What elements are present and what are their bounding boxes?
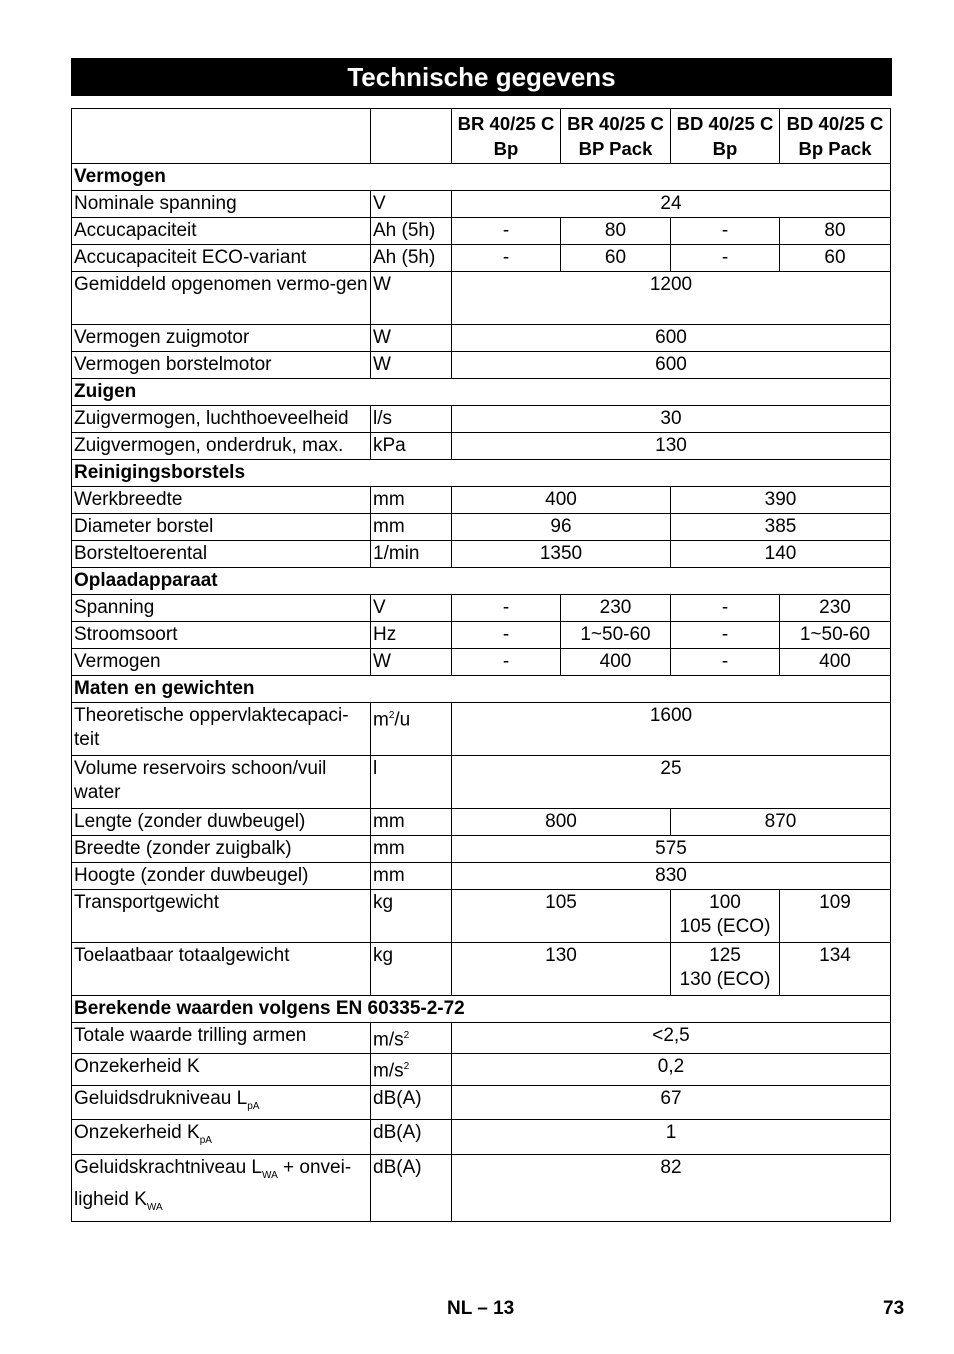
header-unit-empty	[371, 109, 452, 164]
table-row	[72, 1155, 891, 1222]
row-value: 140	[671, 541, 891, 568]
row-label: Stroomsoort	[72, 622, 371, 649]
section-heading: Berekende waarden volgens EN 60335-2-72	[72, 996, 891, 1023]
row-value: 1600	[452, 703, 891, 756]
row-value: 400	[561, 649, 671, 676]
table-row	[72, 809, 891, 836]
row-value: 400	[452, 487, 671, 514]
table-row	[72, 272, 891, 325]
table-row	[72, 487, 891, 514]
table-row	[72, 218, 891, 245]
row-unit: dB(A)	[371, 1120, 452, 1155]
footer-page-number: 73	[883, 1298, 905, 1319]
row-label: Toelaatbaar totaalgewicht	[72, 943, 371, 996]
row-label: Vermogen	[72, 649, 371, 676]
row-label: Lengte (zonder duwbeugel)	[72, 809, 371, 836]
row-value: -	[671, 218, 780, 245]
column-header: BR 40/25 C BP Pack	[561, 109, 671, 164]
row-unit: W	[371, 649, 452, 676]
table-row	[72, 352, 891, 379]
row-value: -	[452, 218, 561, 245]
row-value: 60	[561, 245, 671, 272]
table-row	[72, 622, 891, 649]
table-row	[72, 1054, 891, 1085]
row-value: 80	[780, 218, 891, 245]
row-value: 1200	[452, 272, 891, 325]
row-unit: W	[371, 272, 452, 325]
row-value: 80	[561, 218, 671, 245]
specs-table	[71, 108, 891, 1222]
column-header: BD 40/25 C Bp Pack	[780, 109, 891, 164]
row-unit: l/s	[371, 406, 452, 433]
row-label: Totale waarde trilling armen	[72, 1023, 371, 1054]
table-row	[72, 406, 891, 433]
table-row	[72, 836, 891, 863]
row-unit: kg	[371, 890, 452, 943]
row-label: Geluidsdrukniveau $L_{pA}$	[72, 1085, 371, 1120]
section-heading: Vermogen	[72, 164, 891, 191]
row-label: Onzekerheid $K_{pA}$	[72, 1120, 371, 1155]
row-unit: kg	[371, 943, 452, 996]
row-value: 230	[780, 595, 891, 622]
row-value: 1~50-60	[780, 622, 891, 649]
row-label: Zuigvermogen, luchthoeveelheid	[72, 406, 371, 433]
table-row	[72, 245, 891, 272]
row-value: 400	[780, 649, 891, 676]
row-label: Gemiddeld opgenomen vermo-gen	[72, 272, 371, 325]
row-value: 96	[452, 514, 671, 541]
table-row	[72, 863, 891, 890]
row-value: -	[671, 245, 780, 272]
row-label: Spanning	[72, 595, 371, 622]
row-label: Vermogen borstelmotor	[72, 352, 371, 379]
row-value: -	[452, 622, 561, 649]
row-label: Accucapaciteit ECO-variant	[72, 245, 371, 272]
row-label: Transportgewicht	[72, 890, 371, 943]
row-unit: mm	[371, 863, 452, 890]
row-value: 0,2	[452, 1054, 891, 1085]
footer-page-label: NL – 13	[447, 1298, 515, 1319]
table-row	[72, 649, 891, 676]
table-row	[72, 890, 891, 943]
section-heading: Reinigingsborstels	[72, 460, 891, 487]
row-label: Hoogte (zonder duwbeugel)	[72, 863, 371, 890]
header-row	[72, 109, 891, 164]
table-row	[72, 703, 891, 756]
row-unit: W	[371, 352, 452, 379]
row-unit: mm	[371, 836, 452, 863]
row-label: Accucapaciteit	[72, 218, 371, 245]
row-unit: $m/s^2$	[371, 1023, 452, 1054]
row-value: 134	[780, 943, 891, 996]
row-unit: dB(A)	[371, 1155, 452, 1222]
row-label: Diameter borstel	[72, 514, 371, 541]
row-value: 130	[452, 943, 671, 996]
row-value: 105	[452, 890, 671, 943]
row-unit: V	[371, 595, 452, 622]
row-value: -	[452, 245, 561, 272]
row-unit: mm	[371, 514, 452, 541]
header-empty	[72, 109, 371, 164]
column-header: BD 40/25 C Bp	[671, 109, 780, 164]
row-value: 67	[452, 1085, 891, 1120]
row-value: 30	[452, 406, 891, 433]
row-unit: Hz	[371, 622, 452, 649]
row-label: Vermogen zuigmotor	[72, 325, 371, 352]
section-heading: Zuigen	[72, 379, 891, 406]
row-value: 385	[671, 514, 891, 541]
row-unit: dB(A)	[371, 1085, 452, 1120]
row-label: Onzekerheid K	[72, 1054, 371, 1085]
table-row	[72, 541, 891, 568]
row-value: 25	[452, 756, 891, 809]
section-heading: Oplaadapparaat	[72, 568, 891, 595]
table-row	[72, 514, 891, 541]
table-row	[72, 756, 891, 809]
row-value: 600	[452, 325, 891, 352]
row-value: 600	[452, 352, 891, 379]
row-unit: $m^2/u$	[371, 703, 452, 756]
column-header: BR 40/25 C Bp	[452, 109, 561, 164]
row-value: 230	[561, 595, 671, 622]
row-label: Werkbreedte	[72, 487, 371, 514]
row-value: 830	[452, 863, 891, 890]
row-unit: 1/min	[371, 541, 452, 568]
row-unit: $m/s^2$	[371, 1054, 452, 1085]
row-value: <2,5	[452, 1023, 891, 1054]
row-value: -	[671, 595, 780, 622]
row-label: Nominale spanning	[72, 191, 371, 218]
row-value: 130	[452, 433, 891, 460]
row-value: 390	[671, 487, 891, 514]
row-value: -	[452, 595, 561, 622]
row-value: 800	[452, 809, 671, 836]
row-unit: mm	[371, 809, 452, 836]
row-label: Breedte (zonder zuigbalk)	[72, 836, 371, 863]
row-value: 1350	[452, 541, 671, 568]
row-unit: l	[371, 756, 452, 809]
table-row	[72, 1085, 891, 1120]
table-row	[72, 1120, 891, 1155]
row-unit: Ah (5h)	[371, 245, 452, 272]
row-value: 870	[671, 809, 891, 836]
row-label: Borsteltoerental	[72, 541, 371, 568]
table-row	[72, 325, 891, 352]
row-value: 1	[452, 1120, 891, 1155]
row-unit: W	[371, 325, 452, 352]
page-title: Technische gegevens	[71, 58, 892, 96]
row-value: 100 105 (ECO)	[671, 890, 780, 943]
table-row	[72, 1023, 891, 1054]
row-label: Geluidskrachtniveau $L_{WA}$ + onvei-ligheid $K_{WA}$	[72, 1155, 371, 1222]
row-value: -	[452, 649, 561, 676]
table-row	[72, 433, 891, 460]
row-value: -	[671, 622, 780, 649]
row-unit: V	[371, 191, 452, 218]
row-value: 24	[452, 191, 891, 218]
row-value: -	[671, 649, 780, 676]
section-heading: Maten en gewichten	[72, 676, 891, 703]
table-row	[72, 943, 891, 996]
row-value: 1~50-60	[561, 622, 671, 649]
row-value: 575	[452, 836, 891, 863]
row-unit: Ah (5h)	[371, 218, 452, 245]
row-value: 109	[780, 890, 891, 943]
row-label: Zuigvermogen, onderdruk, max.	[72, 433, 371, 460]
table-row	[72, 595, 891, 622]
row-value: 60	[780, 245, 891, 272]
row-label: Volume reservoirs schoon/vuil water	[72, 756, 371, 809]
row-value: 125 130 (ECO)	[671, 943, 780, 996]
row-unit: kPa	[371, 433, 452, 460]
row-unit: mm	[371, 487, 452, 514]
row-value: 82	[452, 1155, 891, 1222]
row-label: Theoretische oppervlaktecapaci-teit	[72, 703, 371, 756]
table-row	[72, 191, 891, 218]
